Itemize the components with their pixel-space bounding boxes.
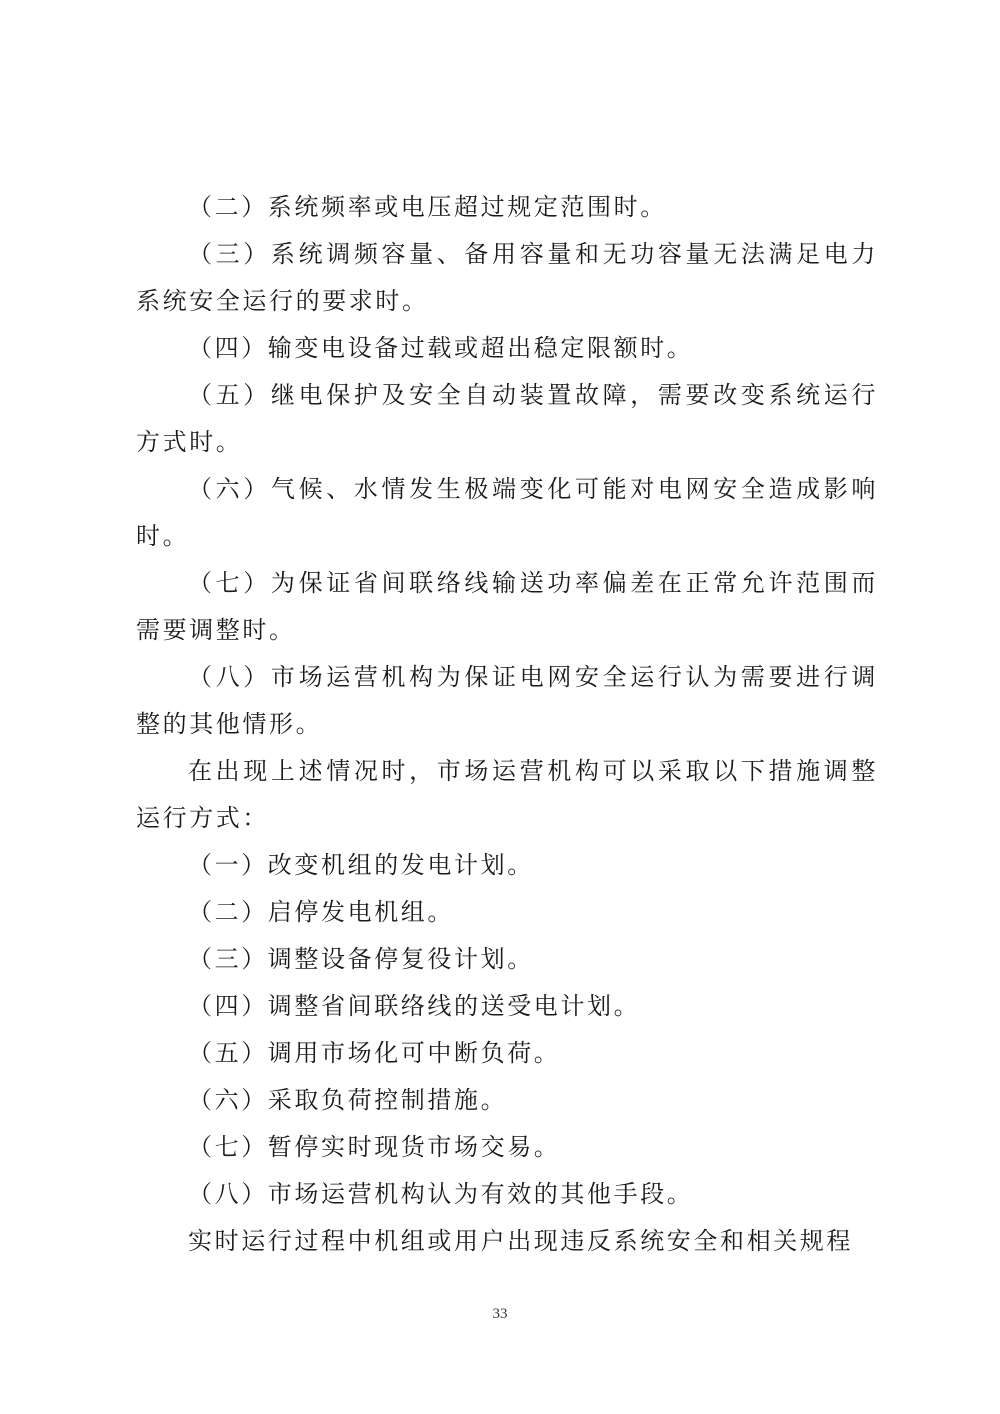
paragraph-measure-6: （六）采取负荷控制措施。 bbox=[188, 1086, 508, 1114]
page-number: 33 bbox=[492, 1306, 508, 1322]
paragraph-measure-3: （三）调整设备停复役计划。 bbox=[188, 945, 534, 973]
paragraph-measure-4: （四）调整省间联络线的送受电计划。 bbox=[188, 992, 641, 1020]
paragraph-condition-3: （三）系统调频容量、备用容量和无功容量无法满足电力系统安全运行的要求时。 bbox=[136, 240, 878, 315]
paragraph-measure-1: （一）改变机组的发电计划。 bbox=[188, 851, 534, 879]
paragraph-condition-8: （八）市场运营机构为保证电网安全运行认为需要进行调整的其他情形。 bbox=[136, 663, 878, 738]
paragraph-condition-5: （五）继电保护及安全自动装置故障，需要改变系统运行方式时。 bbox=[136, 381, 878, 456]
paragraph-condition-4: （四）输变电设备过载或超出稳定限额时。 bbox=[188, 334, 694, 362]
paragraph-measure-7: （七）暂停实时现货市场交易。 bbox=[188, 1133, 561, 1161]
paragraph-measures-intro: 在出现上述情况时，市场运营机构可以采取以下措施调整运行方式： bbox=[136, 757, 878, 832]
paragraph-condition-2: （二）系统频率或电压超过规定范围时。 bbox=[188, 193, 667, 221]
paragraph-measure-8: （八）市场运营机构认为有效的其他手段。 bbox=[188, 1180, 694, 1208]
paragraph-realtime-violation: 实时运行过程中机组或用户出现违反系统安全和相关规程 bbox=[188, 1227, 853, 1255]
paragraph-condition-6: （六）气候、水情发生极端变化可能对电网安全造成影响时。 bbox=[136, 475, 878, 550]
paragraph-measure-2: （二）启停发电机组。 bbox=[188, 898, 454, 926]
paragraph-measure-5: （五）调用市场化可中断负荷。 bbox=[188, 1039, 561, 1067]
paragraph-condition-7: （七）为保证省间联络线输送功率偏差在正常允许范围而需要调整时。 bbox=[136, 569, 878, 644]
body-text bbox=[136, 184, 878, 1265]
